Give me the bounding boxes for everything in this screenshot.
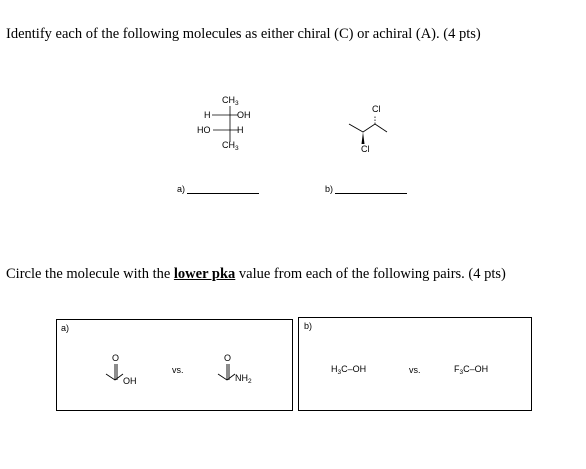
fischer-row1-right: OH [237,110,251,120]
acid-oh: OH [123,376,137,386]
fischer-top: $CH_3$ [222,95,239,107]
methanol-formula[interactable]: $H_3C-OH$ [331,364,367,376]
q2-text-before: Circle the molecule with the [6,266,174,282]
blank-b-label: b) [325,184,334,194]
amide-carbonyl-o: O [224,353,232,363]
trifluoromethanol-formula[interactable]: $F_3C-OH$ [454,364,489,376]
q2-emphasis: lower pka [173,266,236,282]
cl-bottom-label: Cl [361,144,370,154]
box-a-label: a) [61,323,70,333]
cl-top-label: Cl [372,104,381,114]
question-1-text: Identify each of the following molecules as either chiral (C) or achiral (A). (4 pts) [6,26,481,42]
amide-nh2: $NH_2$ [235,373,252,385]
fischer-bottom: $CH_3$ [222,140,239,152]
fischer-row2-right: H [237,125,244,135]
skeletal-lines [345,108,405,158]
fischer-row1-left: H [204,110,211,120]
blank-a-label: a) [177,184,186,194]
q2-text-after: value from each of the following pairs. (4 pts) [235,266,506,282]
fischer-lines [200,100,260,160]
question-2-text [6,266,506,283]
box-a-vs: vs. [172,365,184,375]
box-b-vs: vs. [409,365,421,375]
blank-a[interactable] [177,184,259,194]
acid-carbonyl-o: O [112,353,120,363]
box-b-label: b) [304,321,313,331]
fischer-row2-left: HO [197,125,211,135]
blank-b[interactable] [325,184,407,194]
